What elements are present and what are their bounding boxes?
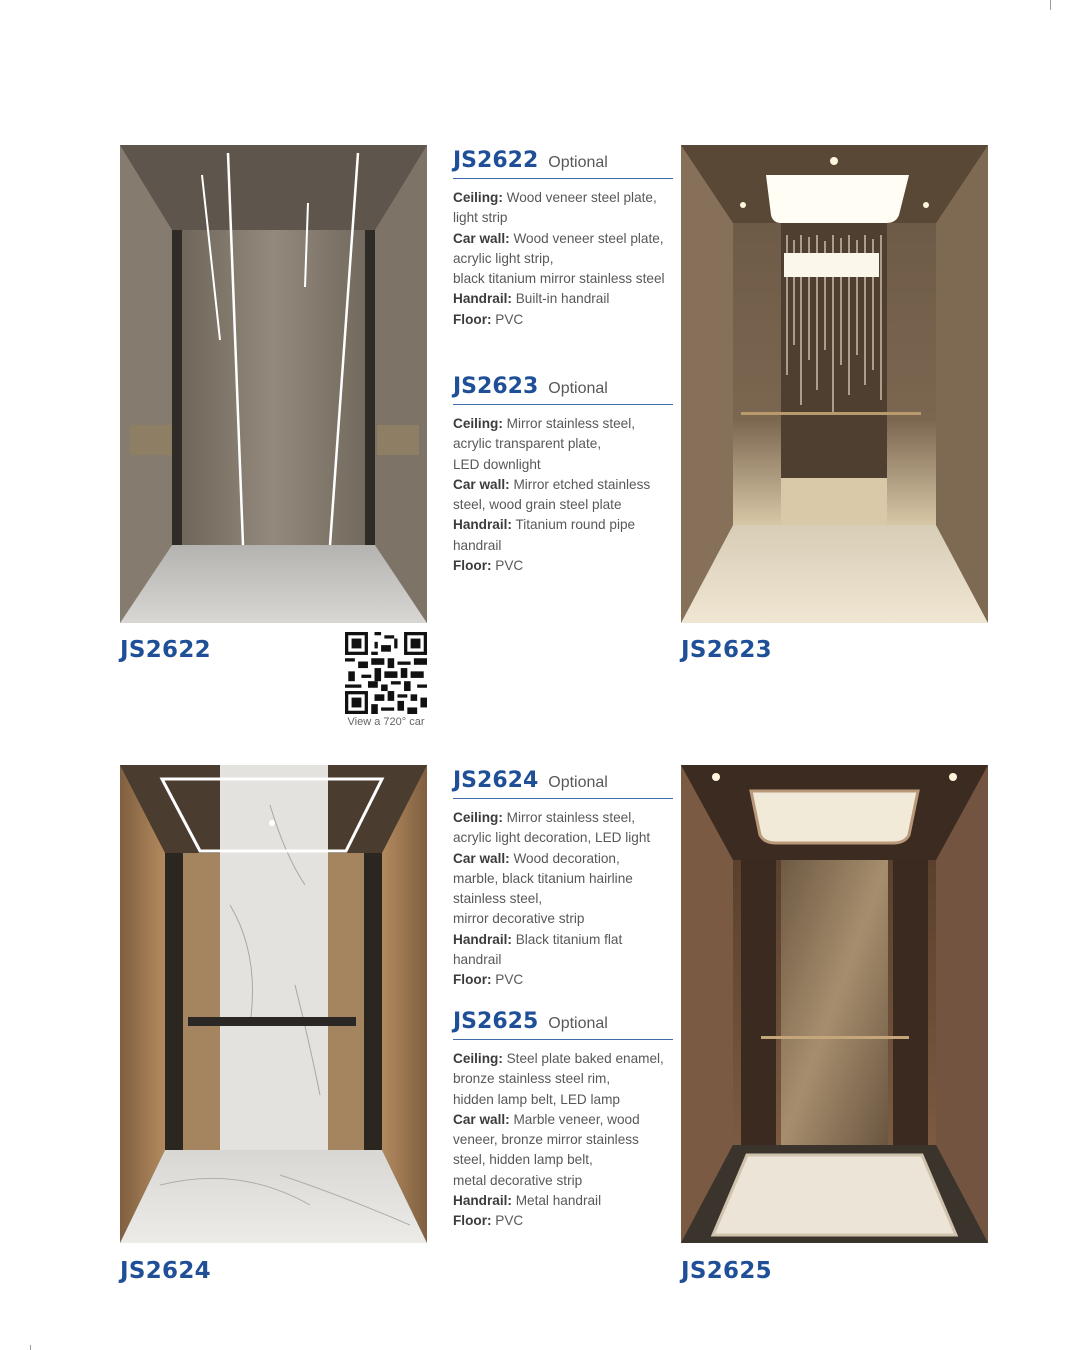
spec-heading (453, 1009, 673, 1040)
spec-line (453, 556, 673, 576)
spec-line-value: metal decorative strip (453, 1172, 583, 1188)
spec-line-key: Handrail: (453, 931, 512, 947)
spec-line (453, 1150, 673, 1170)
spec-line-value: handrail (453, 537, 502, 553)
spec-line (453, 289, 673, 309)
spec-line (453, 849, 673, 869)
spec-block-js2624 (453, 768, 673, 991)
model-caption-js2622: JS2622 (120, 637, 211, 663)
spec-line (453, 970, 673, 990)
spec-line-key: Car wall: (453, 476, 510, 492)
spec-line (453, 475, 673, 495)
spec-line-value: Wood decoration, (509, 850, 620, 866)
spec-line (453, 1191, 673, 1211)
spec-line (453, 930, 673, 950)
spec-line-key: Car wall: (453, 850, 510, 866)
spec-line-key: Ceiling: (453, 190, 503, 205)
spec-line-key: Ceiling: (453, 1051, 503, 1066)
spec-line (453, 1211, 673, 1231)
spec-line (453, 249, 673, 269)
spec-code: JS2623 (453, 374, 539, 399)
spec-code: JS2624 (453, 768, 539, 793)
spec-optional-label: Optional (548, 154, 608, 171)
spec-heading (453, 768, 673, 799)
spec-line (453, 1069, 673, 1089)
spec-line-value: Wood veneer steel plate, (502, 190, 657, 205)
spec-line-value: steel, wood grain steel plate (453, 497, 622, 513)
spec-line-key: Floor: (453, 311, 492, 327)
spec-line-value: acrylic transparent plate, (453, 436, 602, 452)
spec-line-value: veneer, bronze mirror stainless (453, 1132, 639, 1148)
elevator-photo-js2622 (120, 145, 427, 623)
spec-block-js2625 (453, 1009, 673, 1232)
spec-line-value: hidden lamp belt, LED lamp (453, 1091, 620, 1107)
spec-line-key: Floor: (453, 1213, 492, 1229)
spec-line-value: Metal handrail (511, 1193, 602, 1209)
spec-line-value: Marble veneer, wood (509, 1111, 640, 1127)
spec-block-js2623 (453, 374, 673, 576)
spec-line (453, 229, 673, 249)
spec-optional-label: Optional (548, 1015, 608, 1032)
spec-line-value: Built-in handrail (511, 291, 610, 307)
spec-line (453, 869, 673, 889)
spec-body (453, 808, 673, 991)
elevator-photo-js2625 (681, 765, 988, 1243)
spec-line-value: black titanium mirror stainless steel (453, 271, 665, 287)
crop-mark-top-right (1050, 0, 1051, 10)
spec-line-key: Car wall: (453, 1111, 510, 1127)
spec-line (453, 208, 673, 228)
spec-line-key: Ceiling: (453, 810, 503, 825)
spec-line (453, 889, 673, 909)
qr-code-icon[interactable] (345, 632, 427, 714)
spec-line-key: Floor: (453, 972, 492, 988)
spec-optional-label: Optional (548, 774, 608, 791)
spec-line-key: Handrail: (453, 1193, 512, 1209)
spec-line-value: Mirror stainless steel, (502, 416, 636, 431)
spec-heading (453, 148, 673, 179)
spec-line-value: Wood veneer steel plate, (509, 230, 664, 246)
spec-line (453, 1130, 673, 1150)
crop-mark-bottom-left (30, 1345, 31, 1350)
spec-line-value: PVC (491, 558, 524, 574)
spec-code: JS2622 (453, 148, 539, 173)
qr-caption: View a 720° car (347, 716, 425, 728)
spec-line (453, 269, 673, 289)
spec-line (453, 1171, 673, 1191)
spec-line (453, 414, 673, 434)
spec-line (453, 1110, 673, 1130)
spec-line-value: LED downlight (453, 456, 541, 472)
spec-optional-label: Optional (548, 380, 608, 397)
spec-line-key: Ceiling: (453, 416, 503, 431)
spec-line-value: Black titanium flat (511, 931, 623, 947)
spec-line-value: acrylic light strip, (453, 250, 554, 266)
spec-line-value: PVC (491, 972, 524, 988)
spec-line (453, 495, 673, 515)
spec-line-value: PVC (491, 311, 524, 327)
spec-line (453, 310, 673, 330)
spec-line (453, 808, 673, 828)
spec-line-value: mirror decorative strip (453, 911, 585, 927)
spec-line-value: Mirror etched stainless (509, 476, 651, 492)
spec-line-value: stainless steel, (453, 891, 543, 907)
spec-line (453, 828, 673, 848)
spec-line-key: Handrail: (453, 517, 512, 533)
spec-line-key: Car wall: (453, 230, 510, 246)
spec-line-value: acrylic light decoration, LED light (453, 830, 651, 846)
spec-line (453, 515, 673, 535)
spec-body (453, 188, 673, 330)
spec-line (453, 455, 673, 475)
spec-line-value: handrail (453, 952, 502, 968)
spec-line (453, 434, 673, 454)
spec-line (453, 909, 673, 929)
spec-line-value: Steel plate baked enamel, (502, 1051, 664, 1066)
spec-line-key: Floor: (453, 558, 492, 574)
spec-line-value: Mirror stainless steel, (502, 810, 636, 825)
spec-line (453, 1090, 673, 1110)
spec-line-value: steel, hidden lamp belt, (453, 1152, 593, 1168)
spec-line-value: PVC (491, 1213, 524, 1229)
spec-heading (453, 374, 673, 405)
spec-line (453, 1049, 673, 1069)
spec-line-value: bronze stainless steel rim, (453, 1071, 611, 1087)
elevator-photo-js2623 (681, 145, 988, 623)
spec-line (453, 950, 673, 970)
spec-line-key: Handrail: (453, 291, 512, 307)
spec-body (453, 1049, 673, 1232)
elevator-photo-js2624 (120, 765, 427, 1243)
spec-line (453, 536, 673, 556)
spec-line-value: Titanium round pipe (511, 517, 636, 533)
spec-code: JS2625 (453, 1009, 539, 1034)
model-caption-js2625: JS2625 (681, 1258, 772, 1284)
spec-block-js2622 (453, 148, 673, 330)
spec-line-value: light strip (453, 210, 508, 226)
model-caption-js2624: JS2624 (120, 1258, 211, 1284)
spec-line (453, 188, 673, 208)
model-caption-js2623: JS2623 (681, 637, 772, 663)
spec-body (453, 414, 673, 576)
spec-line-value: marble, black titanium hairline (453, 870, 633, 886)
